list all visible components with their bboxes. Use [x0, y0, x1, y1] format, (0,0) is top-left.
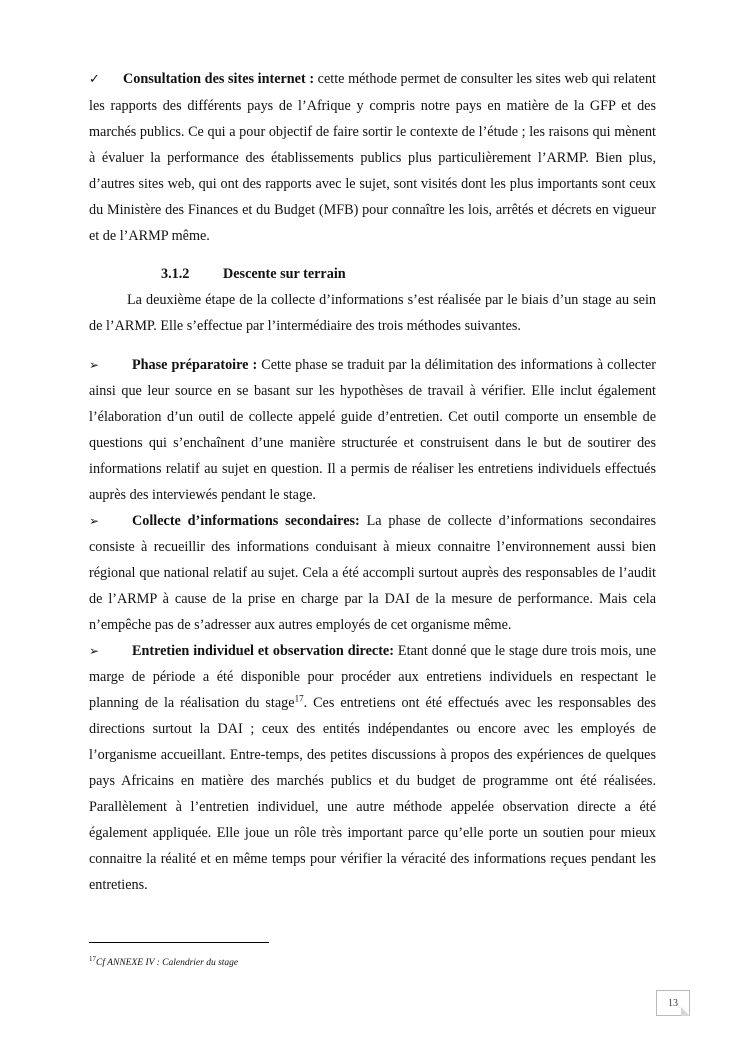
arrow-bullet-icon: ➢ [89, 644, 100, 658]
list-item-text: Etant donné que le stage dure trois mois, une marge de période a été disponible pour procéder aux entretiens individuels en respectant le planning de la réalisation du stage [89, 643, 656, 711]
intro-paragraph: La deuxième étape de la collecte d’informations s’est réalisée par le biais d’un stage au sein de l’ARMP. Elle s’effectue par l’intermédiaire des trois méthodes suivantes. [89, 292, 656, 334]
footnote-text: Cf ANNEXE IV : Calendrier du stage [96, 958, 239, 968]
section-number: 3.1.2 [161, 266, 190, 282]
paragraph-consultation-sites [89, 66, 656, 249]
list-item-title: Collecte d’informations secondaires: [132, 513, 360, 529]
footnote [89, 954, 239, 968]
footnote-number: 17 [89, 954, 96, 963]
page-body [89, 66, 656, 898]
list-item-title: Entretien individuel et observation directe: [132, 643, 394, 659]
page-number [656, 990, 690, 1016]
footnote-reference[interactable]: 17 [294, 693, 304, 704]
page-number-text: 13 [668, 998, 678, 1009]
section-title: Descente sur terrain [223, 266, 346, 282]
paragraph-title: Consultation des sites internet : [123, 71, 315, 87]
checkmark-icon: ✓ [89, 72, 100, 87]
list-item-text: La phase de collecte d’informations secondaires consiste à recueillir des informations conduisant à mieux connaitre l’environnement aussi bien régional que national relatif au sujet. Cela a été accompli surtout auprès des responsables de l’audit de l’ARMP à cause de la prise en charge par la DAI de la mesure de performance. Mais cela n’empêche pas de s’adresser aux autres employés de cet organisme même. [89, 513, 656, 633]
arrow-bullet-icon: ➢ [89, 358, 100, 372]
paragraph-text: cette méthode permet de consulter les sites web qui relatent les rapports des différents pays de l’Afrique y compris notre pays en matière de la GFP et des marchés publics. Ce qui a pour objectif de faire sortir le contexte de l’étude ; les raisons qui mènent à évaluer la performance des établissements publics plus particulièrement l’ARMP. Bien plus, d’autres sites web, qui ont des rapports avec le sujet, sont visités dont les plus importants sont ceux du Ministère des Finances et du Budget (MFB) pour connaître les lois, arrêtés et décrets en vigueur et de l’ARMP même. [89, 71, 656, 244]
list-item-title: Phase préparatoire : [132, 357, 258, 373]
footnote-separator [89, 942, 269, 943]
list-item-text-continued: . Ces entretiens ont été effectués avec les responsables des directions surtout la DAI ; ceux des entités indépendantes ou encore avec les employés de l’organisme accueillant. Entre-temps, des petites discussions à propos des expériences de quelques pays Africains en matière des marchés publics et du budget de programme ont été réalisées. Parallèlement à l’entretien individuel, une autre méthode appelée observation directe a été également appliquée. Elle joue un rôle très important parce qu’elle porte un soutien pour mieux connaitre la réalité et en même temps pour vérifier la véracité des informations reçues pendant les entretiens. [89, 695, 657, 893]
page-curl-icon [681, 1007, 690, 1016]
list-item-entretien-observation [89, 638, 656, 898]
list-item-text: Cette phase se traduit par la délimitation des informations à collecter ainsi que leur source en se basant sur les hypothèses de travail à vérifier. Elle inclut également l’élaboration d’un outil de collecte appelé guide d’entretien. Cet outil comporte un ensemble de questions qui s’enchaînent d’une manière structurée et construisent dans le but de soutirer des informations relatif au sujet en question. Il a permis de réaliser les entretiens individuels effectués auprès des interviewés pendant le stage. [89, 357, 656, 503]
arrow-bullet-icon: ➢ [89, 514, 100, 528]
section-heading [89, 261, 656, 287]
list-item-collecte-secondaires [89, 508, 656, 638]
list-item-phase-preparatoire [89, 352, 656, 508]
